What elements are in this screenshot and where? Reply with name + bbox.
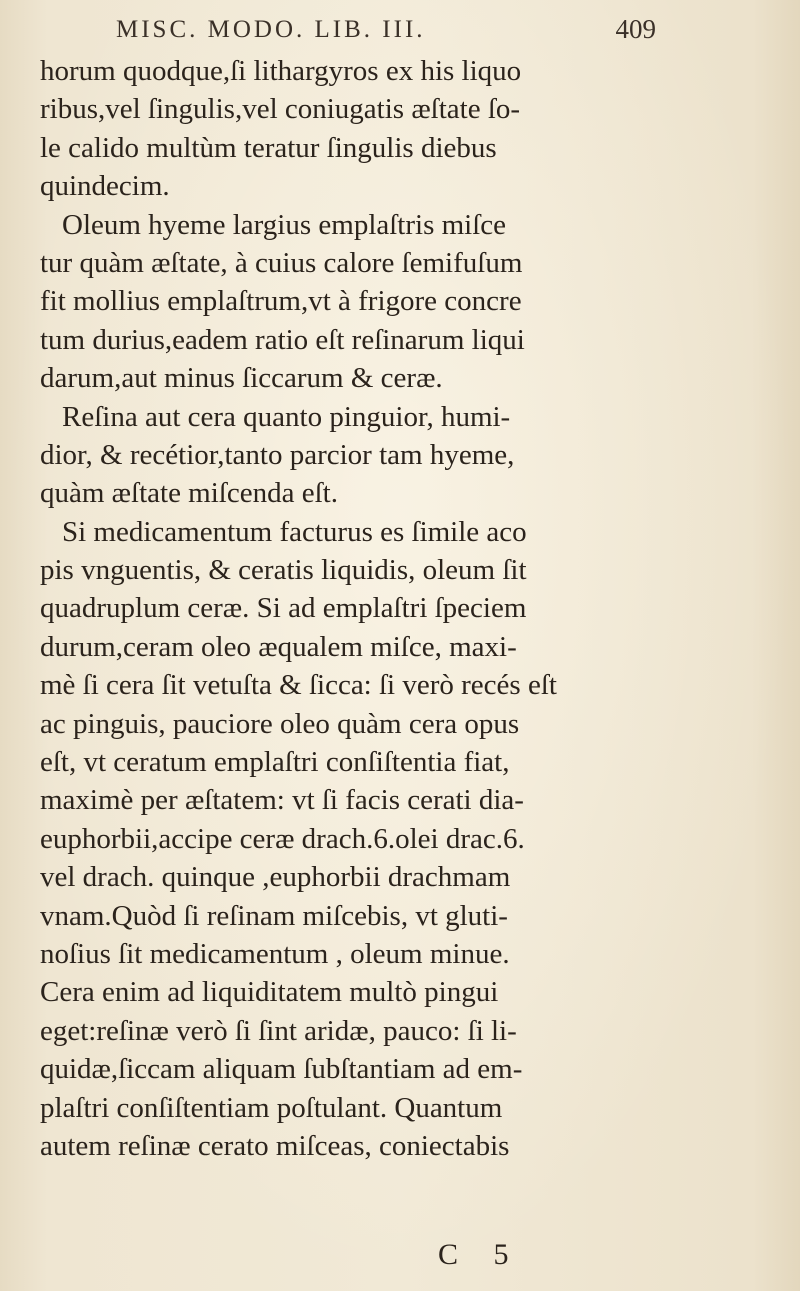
text-line: darum,aut minus ſiccarum & ceræ. — [40, 362, 443, 395]
body-text — [40, 52, 630, 1165]
page-number: 409 — [615, 14, 656, 44]
text-line: fit mollius emplaſtrum,vt à frigore concre — [40, 285, 522, 318]
text-line: tur quàm æſtate, à cuius calore ſemifuſum — [40, 246, 523, 279]
text-line: plaſtri conſiſtentiam poſtulant. Quantum — [40, 1091, 503, 1124]
text-line: vel drach. quinque ,euphorbii drachmam — [40, 861, 511, 894]
text-line: Cera enim ad liquiditatem multò pingui — [40, 976, 499, 1009]
text-line: noſius ſit medicamentum , oleum minue. — [40, 937, 510, 970]
text-line: eſt, vt ceratum emplaſtri conſiſtentia fiat, — [40, 746, 510, 779]
page-header — [116, 14, 656, 50]
text-line: le calido multùm teratur ſingulis diebus — [40, 131, 497, 164]
text-line: quadruplum ceræ. Si ad emplaſtri ſpeciem — [40, 592, 527, 625]
text-line: horum quodque,ſi lithargyros ex his liquo — [40, 55, 522, 87]
text-line: quindecim. — [40, 170, 170, 203]
text-line: tum durius,eadem ratio eſt reſinarum liqui — [40, 323, 525, 356]
text-line: eget:reſinæ verò ſi ſint aridæ, pauco: ſi li- — [40, 1014, 517, 1047]
text-line: mè ſi cera ſit vetuſta & ſicca: ſi verò recés eſt — [40, 669, 557, 702]
text-line: autem reſinæ cerato miſceas, coniectabis — [40, 1129, 510, 1162]
text-line: Reſina aut cera quanto pinguior, humi- — [62, 400, 511, 433]
text-line: euphorbii,accipe ceræ drach.6.olei drac.6. — [40, 822, 525, 855]
text-line: quidæ,ſiccam aliquam ſubſtantiam ad em- — [40, 1053, 523, 1086]
signature-mark: C 5 — [438, 1238, 523, 1271]
text-line: Si medicamentum facturus es ſimile aco — [62, 515, 527, 548]
text-line: quàm æſtate miſcenda eſt. — [40, 477, 338, 510]
text-line: Oleum hyeme largius emplaſtris miſce — [62, 208, 507, 241]
text-line: vnam.Quòd ſi reſinam miſcebis, vt gluti- — [40, 899, 508, 932]
text-line: maximè per æſtatem: vt ſi facis cerati dia- — [40, 784, 524, 817]
text-line: ribus,vel ſingulis,vel coniugatis æſtate ſo- — [40, 93, 521, 126]
text-line: pis vnguentis, & ceratis liquidis, oleum ſit — [40, 554, 527, 587]
running-title: MISC. MODO. LIB. III. — [116, 16, 426, 43]
text-line: ac pinguis, pauciore oleo quàm cera opus — [40, 707, 520, 740]
text-line: dior, & recétior,tanto parcior tam hyeme, — [40, 438, 515, 471]
text-line: durum,ceram oleo æqualem miſce, maxi- — [40, 630, 517, 663]
